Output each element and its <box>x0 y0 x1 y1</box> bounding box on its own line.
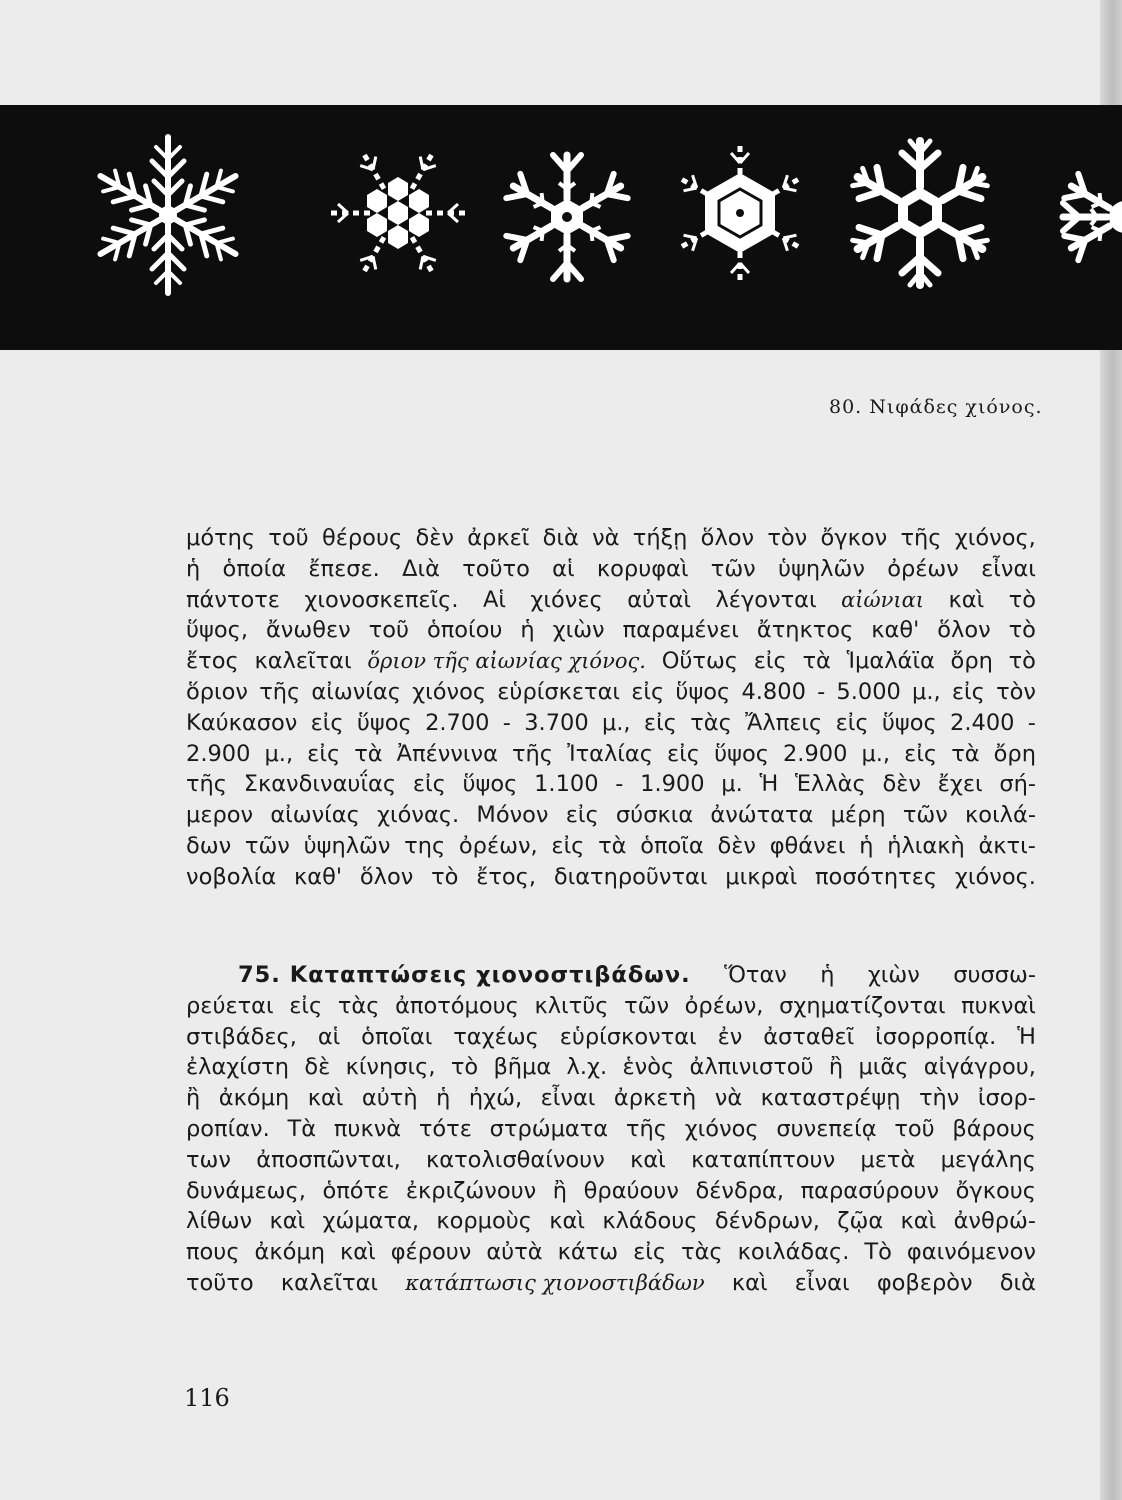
snowflake-illustration <box>0 105 1122 350</box>
word: εἰς <box>631 678 665 705</box>
word: Καύκασον <box>186 709 298 736</box>
word: ἑνὸς <box>622 1054 675 1081</box>
word: τὸν <box>767 525 808 551</box>
text-line <box>186 991 1036 1022</box>
word: τῆς <box>511 740 553 767</box>
italic-term: κατάπτωσις χιονοστιβάδων <box>405 1270 705 1295</box>
word: 1.100 <box>534 771 599 798</box>
word: αἰωνίας <box>311 678 401 705</box>
word: ὁποία <box>222 555 287 582</box>
word: τήξῃ <box>632 525 688 551</box>
word: διὰ <box>542 525 579 551</box>
word: εἰς <box>753 648 787 675</box>
word: εἰς <box>951 678 985 705</box>
word: ἀκόμη <box>254 1239 325 1266</box>
word: αἱ <box>552 555 575 582</box>
word: ὕψος <box>675 678 731 705</box>
word: ποσότητες <box>815 863 938 890</box>
word: τὰς <box>337 992 380 1019</box>
word: φοβερὸν <box>876 1269 973 1296</box>
word: Ἀπέννινα <box>396 740 498 767</box>
word: ἠχώ, <box>468 1085 523 1112</box>
word: δυνάμεως, <box>186 1177 306 1204</box>
word: 4.800 <box>741 678 806 705</box>
word: τὸ <box>1008 648 1036 675</box>
word: ἢ <box>552 1177 568 1204</box>
word: ἀσταθεῖ <box>763 1023 855 1050</box>
word: ὄγκους <box>955 1177 1036 1204</box>
word: κατολισθαίνουν <box>426 1146 605 1173</box>
word: τῶν <box>710 555 756 582</box>
word: καλεῖται <box>254 648 352 675</box>
word: ἢ <box>186 1085 201 1112</box>
word: ὑψηλῶν <box>303 832 391 859</box>
word: αὐταὶ <box>627 586 692 613</box>
word: ὄρη <box>993 740 1036 767</box>
word: Ἰταλίας <box>567 740 653 767</box>
word: σύσκια <box>615 802 694 829</box>
word: ρεύεται <box>186 992 274 1019</box>
word: ὀρέων <box>887 555 959 582</box>
word: λέγονται <box>715 586 817 613</box>
word: μέρη <box>830 802 886 829</box>
snowflake-icon <box>92 137 243 293</box>
word: εἶναι <box>981 555 1036 582</box>
word: κλιτῦς <box>534 992 609 1019</box>
word: ἐν <box>717 1023 743 1050</box>
text-line <box>186 1176 1036 1207</box>
word: τῆς <box>259 678 301 705</box>
word: Ἡ <box>759 771 779 798</box>
word: εἰς <box>667 740 701 767</box>
word: εὑρίσκονται <box>559 1023 697 1050</box>
text-line <box>186 708 1036 739</box>
word: χιόνος <box>412 678 487 705</box>
word: καὶ <box>339 1239 376 1266</box>
snowflake-icon <box>328 148 468 278</box>
text-line <box>186 1237 1036 1268</box>
word: Ὅταν <box>724 962 787 988</box>
word: ἡ <box>859 832 874 859</box>
word: - <box>817 678 826 705</box>
word: κορυφαὶ <box>596 555 689 582</box>
word: ἔτος, <box>476 863 537 890</box>
word: εἰς <box>633 1239 667 1266</box>
text-line-with-italic <box>186 1268 1036 1299</box>
word: Τὰ <box>287 1115 317 1142</box>
text-line <box>186 800 1036 831</box>
word: καὶ <box>549 1208 585 1235</box>
word: ὑψηλῶν <box>778 555 865 582</box>
word: χιόνος <box>684 1115 759 1142</box>
word: 2.700 <box>425 709 490 736</box>
word: 2.400 <box>950 709 1015 736</box>
italic-term: ὅριον τῆς αἰωνίας χιόνος. <box>367 649 646 674</box>
word: μ., <box>601 709 631 736</box>
word: 3.700 <box>524 709 589 736</box>
text-line <box>186 769 1036 800</box>
word: διὰ <box>999 1269 1036 1296</box>
word: τὰς <box>681 1239 723 1266</box>
word: των <box>186 1146 231 1173</box>
word: φαινόμενον <box>906 1239 1036 1266</box>
word: σχηματίζονται <box>779 992 946 1019</box>
word: ἰσορροπίᾳ. <box>875 1023 997 1050</box>
word: ὅλον <box>937 617 991 644</box>
word: τῶν <box>244 832 290 859</box>
word: ἡ <box>820 962 835 988</box>
word: καὶ <box>948 586 985 613</box>
word: ἡ <box>520 617 535 644</box>
word: ἰσορ- <box>977 1085 1036 1112</box>
italic-term: αἰώνιαι <box>841 587 925 612</box>
word: δὲν <box>415 525 454 551</box>
word: τὸ <box>431 863 459 890</box>
word: νὰ <box>592 525 620 551</box>
word: καταπίπτουν <box>691 1146 836 1173</box>
word: σή- <box>999 771 1036 798</box>
word: παρασύρουν <box>800 1177 940 1204</box>
figure-caption: 80. Νιφάδες χιόνος. <box>829 396 1043 418</box>
word: ἀκόμη <box>218 1085 290 1112</box>
word: ἀλπινιστοῦ <box>689 1054 814 1081</box>
word: - <box>615 771 624 798</box>
word: ἀποτόμους <box>395 992 519 1019</box>
word: εἰς <box>643 709 677 736</box>
word: ὁποίου <box>426 617 503 644</box>
word: καὶ <box>900 1208 937 1235</box>
word: κλάδους <box>602 1208 698 1235</box>
word: τῶν <box>624 992 670 1019</box>
word: δὲ <box>304 1054 331 1081</box>
text-line <box>186 862 1036 893</box>
word: ἄνωθεν <box>265 617 351 644</box>
word: κίνησις, <box>345 1054 436 1081</box>
word: τοῦ <box>894 1115 935 1142</box>
word: καθ' <box>294 863 343 890</box>
word: στρώματα <box>489 1115 609 1142</box>
word: ἡ <box>186 555 201 582</box>
word: ὕψος <box>356 709 412 736</box>
text-line-with-italic <box>186 585 1036 616</box>
word: Μόνον <box>476 802 549 829</box>
word: τὸ <box>1008 617 1036 644</box>
word: ἢ <box>828 1054 844 1081</box>
word: εἰς <box>565 802 599 829</box>
word: ἡ <box>436 1085 451 1112</box>
text-line <box>186 739 1036 770</box>
word: διατηροῦνται <box>553 863 708 890</box>
word: ἔπεσε. <box>308 555 380 582</box>
word: καὶ <box>269 1208 306 1235</box>
word: μ. <box>721 771 743 798</box>
word: αὐτὴ <box>361 1085 418 1112</box>
word: δένδρων, <box>714 1208 820 1235</box>
word: Διὰ <box>402 555 440 582</box>
word: ὄγκον <box>820 525 888 551</box>
word: νοβολία <box>186 863 277 890</box>
word: ἀρκετὴ <box>613 1085 697 1112</box>
word: ὅριον <box>186 678 248 705</box>
snowflake-icon <box>675 143 805 283</box>
word: ἔχει <box>937 771 983 798</box>
word: δὲν <box>882 771 921 798</box>
snowflake-icon <box>1063 174 1122 260</box>
snowflake-icon <box>506 155 627 279</box>
word: χιὼν <box>867 962 920 988</box>
word: αἱ <box>317 1023 341 1050</box>
word: δένδρα, <box>695 1177 785 1204</box>
word: 2.900 <box>186 740 251 767</box>
text-line <box>186 1052 1036 1083</box>
word: μερον <box>186 802 254 829</box>
word: τὰ <box>802 648 831 675</box>
word: κοιλάδας. <box>737 1239 850 1266</box>
word: ὕψος <box>462 771 518 798</box>
word: λ.χ. <box>566 1054 608 1081</box>
word: κορμοὺς <box>436 1208 532 1235</box>
word: ζῷα <box>837 1208 884 1235</box>
word: τῶν <box>902 802 948 829</box>
word: χιόνες <box>530 586 603 613</box>
word: εἰς <box>551 832 585 859</box>
word: 1.900 <box>640 771 705 798</box>
word: μ., <box>912 678 941 705</box>
word: χιὼν <box>552 617 605 644</box>
word: μιᾶς <box>858 1054 909 1081</box>
word: εἰς <box>289 992 323 1019</box>
paragraph-avalanches <box>186 960 1036 1299</box>
word: ὁποῖα <box>640 832 704 859</box>
word: κοιλά- <box>965 802 1036 829</box>
word: της <box>404 832 446 859</box>
word: καταστρέψῃ <box>760 1085 901 1112</box>
word: ὕψος <box>714 740 769 767</box>
word: ὅλον <box>359 863 414 890</box>
word: ἀκτι- <box>978 832 1036 859</box>
word: ὕψος, <box>186 617 248 644</box>
word: ἄτηκτος <box>756 617 854 644</box>
section-heading: 75. Καταπτώσεις χιονοστιβάδων. <box>238 962 691 988</box>
word: τὸ <box>450 1054 479 1081</box>
word: - <box>1027 709 1036 736</box>
word: χιόνος. <box>954 863 1036 890</box>
word: ἐλαχίστη <box>186 1054 289 1081</box>
word: τὰ <box>598 832 627 859</box>
word: συσσω- <box>953 962 1036 988</box>
word: τοῦ <box>368 617 409 644</box>
word: τοῦ <box>268 525 309 551</box>
word: 2.900 <box>782 740 848 767</box>
word: αἰωνίας <box>270 802 360 829</box>
word: παραμένει <box>622 617 739 644</box>
word: τὸν <box>996 678 1036 705</box>
word: ὀρέων, <box>458 832 538 859</box>
word: ὕψος <box>881 709 937 736</box>
word: φέρουν <box>390 1239 472 1266</box>
word: Αἱ <box>482 586 506 613</box>
word: αὐτὰ <box>486 1239 543 1266</box>
text-line <box>186 1114 1036 1145</box>
word: τὴν <box>919 1085 960 1112</box>
word: Ἡ <box>1017 1023 1036 1050</box>
word: εἰς <box>310 709 344 736</box>
word: χιόνας. <box>377 802 460 829</box>
word: χιονοσκεπεῖς. <box>304 586 459 613</box>
word: καὶ <box>731 1269 768 1296</box>
word: αἰγάγρου, <box>923 1054 1036 1081</box>
word: πυκναὶ <box>961 992 1036 1019</box>
word: ροπίαν. <box>186 1115 270 1142</box>
word: κάτω <box>557 1239 619 1266</box>
word: ταχέως <box>453 1023 539 1050</box>
text-line <box>186 1206 1036 1237</box>
word: θέρους <box>321 525 403 551</box>
paragraph-eternal-snow <box>186 523 1036 893</box>
word: πους <box>186 1239 240 1266</box>
word: πυκνὰ <box>333 1115 402 1142</box>
text-line <box>186 677 1036 708</box>
word: Σκανδιναυΐας <box>243 771 397 798</box>
word: εἰς <box>412 771 446 798</box>
word: ὀρέων, <box>684 992 764 1019</box>
word: ἀρκεῖ <box>467 525 530 551</box>
word: θραύουν <box>583 1177 679 1204</box>
word: μ., <box>861 740 891 767</box>
snowflake-icon <box>849 141 992 285</box>
word: 5.000 <box>836 678 901 705</box>
word: ὁπότε <box>322 1177 390 1204</box>
word: βῆμα <box>493 1054 552 1081</box>
word: μεγάλης <box>940 1146 1036 1173</box>
page-number: 116 <box>184 1384 230 1412</box>
word: στιβάδες, <box>186 1023 297 1050</box>
word: ἀποσπῶνται, <box>256 1146 401 1173</box>
word: τοῦτο <box>462 555 530 582</box>
word: τῆς <box>625 1115 667 1142</box>
word: τὸ <box>1008 586 1036 613</box>
word: εὑρίσκεται <box>497 678 621 705</box>
word: - <box>502 709 511 736</box>
word: συνεπείᾳ <box>776 1115 877 1142</box>
section-heading-line <box>186 960 1036 991</box>
text-line <box>186 1022 1036 1053</box>
word: εἰς <box>307 740 341 767</box>
word: εἶναι <box>540 1085 596 1112</box>
word: μ., <box>264 740 294 767</box>
word: δων <box>186 832 232 859</box>
text-line <box>186 554 1036 585</box>
text-line <box>186 615 1036 646</box>
word: τοῦτο <box>186 1269 254 1296</box>
word: δὲν <box>717 832 756 859</box>
word: χώματα, <box>322 1208 419 1235</box>
word: καὶ <box>307 1085 344 1112</box>
word: μικραὶ <box>725 863 798 890</box>
word: εἰς <box>835 709 869 736</box>
word: ἡλιακὴ <box>887 832 965 859</box>
word: ἀνθρώ- <box>953 1208 1036 1235</box>
word: εἰς <box>904 740 938 767</box>
word: φθάνει <box>769 832 846 859</box>
word: χιόνος, <box>954 525 1036 551</box>
word: εἶναι <box>794 1269 850 1296</box>
word: ὄρη <box>950 648 993 675</box>
text-line <box>186 523 1036 554</box>
text-line-with-italic <box>186 646 1036 677</box>
word: βάρους <box>952 1115 1036 1142</box>
word: Οὕτως <box>661 648 739 675</box>
word: μετὰ <box>860 1146 916 1173</box>
word: ὅλον <box>700 525 755 551</box>
word: πάντοτε <box>186 586 280 613</box>
word: τότε <box>418 1115 472 1142</box>
text-line <box>186 1145 1036 1176</box>
word: τὰ <box>951 740 980 767</box>
word: τῆς <box>900 525 942 551</box>
word: ὁποῖαι <box>361 1023 433 1050</box>
word: ἔτος <box>186 648 239 675</box>
word: μότης <box>186 525 256 551</box>
snowflake-strip <box>0 105 1122 350</box>
word: καλεῖται <box>280 1269 379 1296</box>
word: ἀνώτατα <box>710 802 814 829</box>
word: τῆς <box>186 771 228 798</box>
text-line <box>186 831 1036 862</box>
word: λίθων <box>186 1208 253 1235</box>
word: τὰ <box>354 740 383 767</box>
word: Ἄλπεις <box>745 709 823 736</box>
word: καθ' <box>871 617 920 644</box>
word: νὰ <box>714 1085 743 1112</box>
word: Τὸ <box>864 1239 892 1266</box>
word: Ἑλλὰς <box>795 771 866 798</box>
word: καὶ <box>630 1146 666 1173</box>
text-line <box>186 1083 1036 1114</box>
word: τὰς <box>690 709 732 736</box>
word: Ἱμαλάϊα <box>846 648 935 675</box>
word: ἐκριζώνουν <box>405 1177 537 1204</box>
